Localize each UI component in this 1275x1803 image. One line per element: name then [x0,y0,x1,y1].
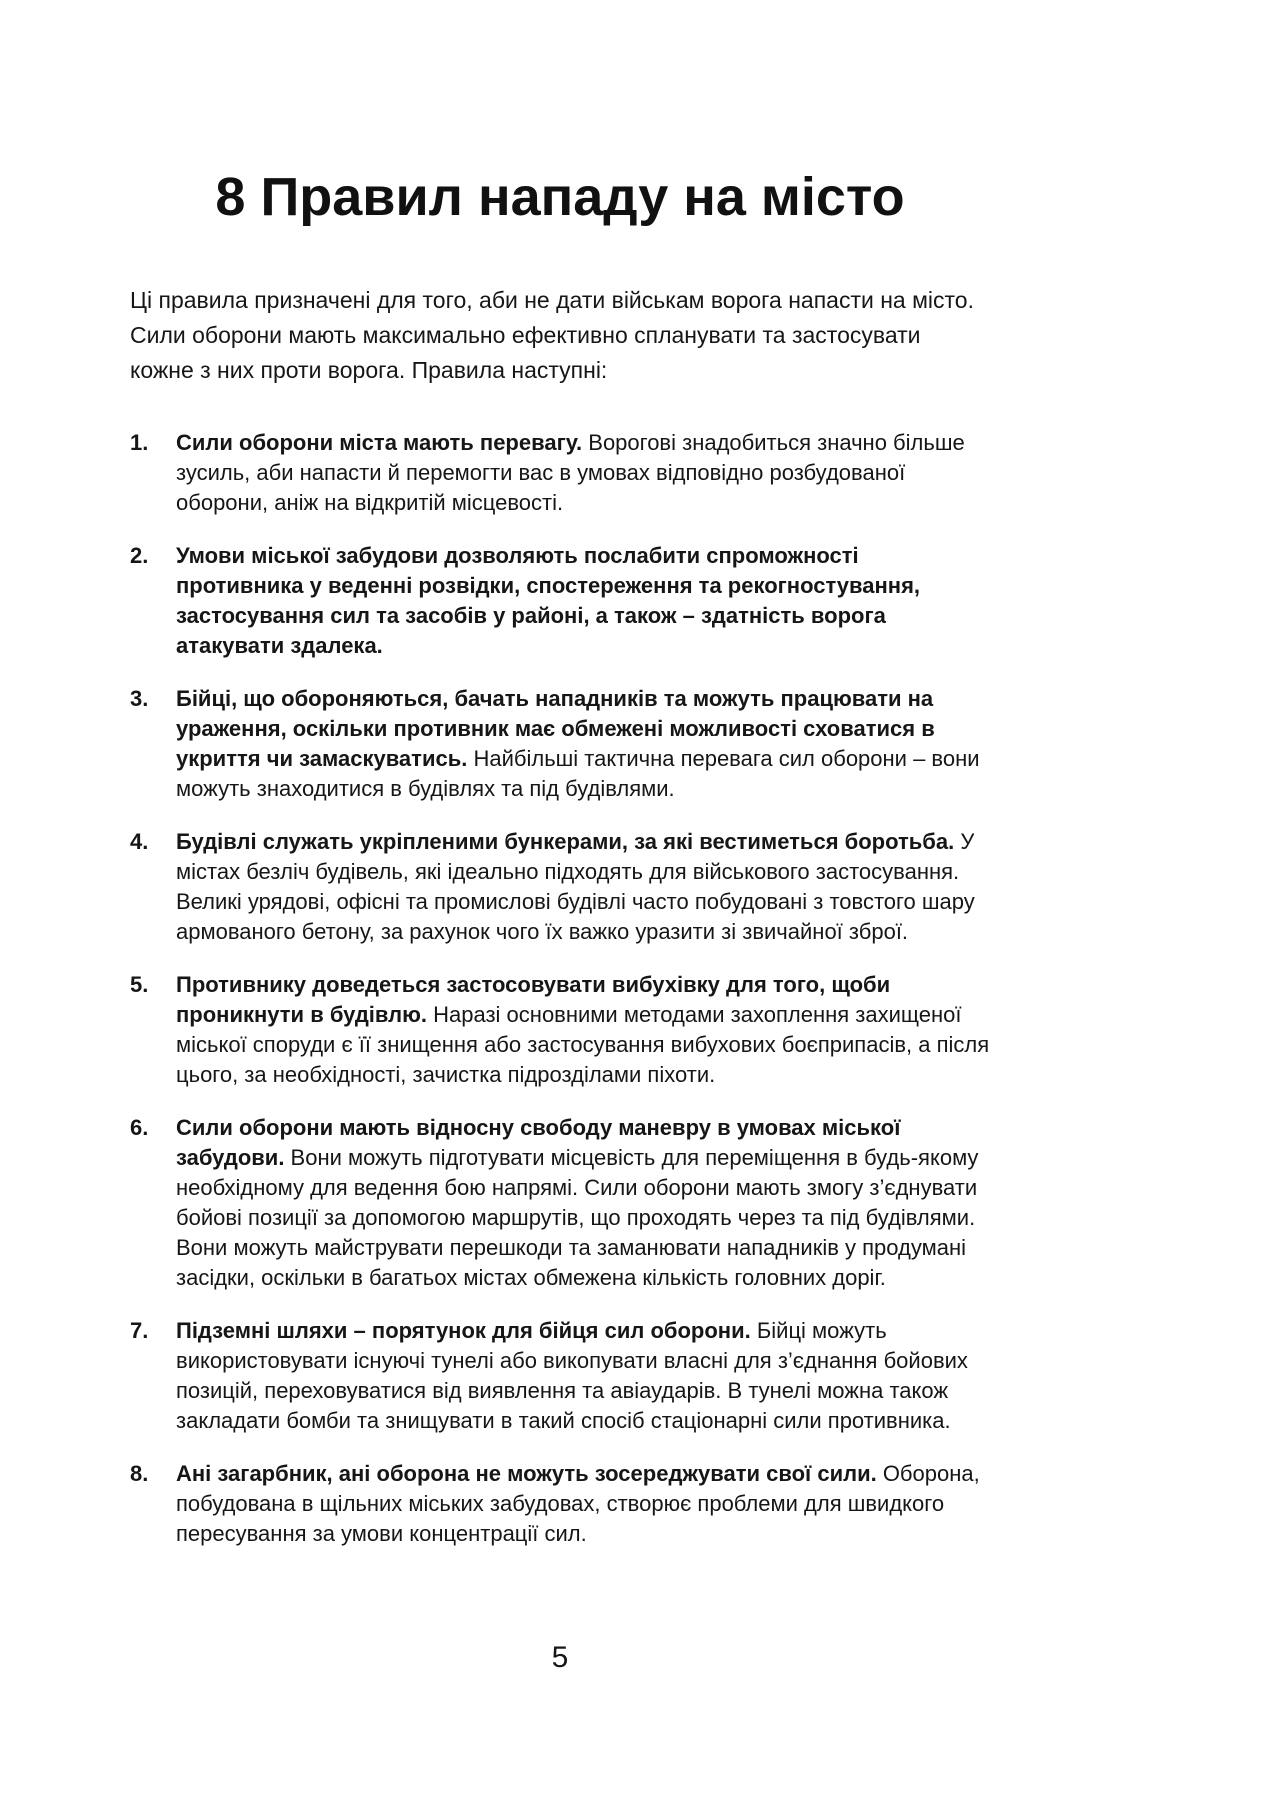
item-rest: Наразі основними методами захоплення захищеної міської споруди є її знищення або застосування вибухових боєприпасів, а після цього, за необхідності, зачистка підрозділами піхоти. [176,1002,990,1088]
item-number: 4. [130,829,149,855]
list-item [130,827,990,947]
item-number: 1. [130,430,149,456]
item-text [176,827,990,947]
item-text [176,1113,990,1293]
intro-paragraph: Ці правила призначені для того, аби не дати військам ворога напасти на місто. Сили оборони мають максимально ефективно спланувати та застосувати кожне з них проти ворога. Правила наступні: [130,287,974,384]
item-rest: У містах безліч будівель, які ідеально підходять для військового застосування. Великі урядові, офісні та промислові будівлі часто побудовані з товстого шару армованого бетону, за рахунок чого їх важко уразити зі звичайної зброї. [176,829,975,945]
item-number: 7. [130,1318,149,1344]
item-number: 5. [130,972,149,998]
list-item [130,1113,990,1293]
item-rest: Бійці можуть використовувати існуючі тунелі або викопувати власні для з’єднання бойових позицій, переховуватися від виявлення та авіаударів. В тунелі можна також закладати бомби та знищувати в такий спосіб стаціонарні сили противника. [176,1318,968,1434]
item-number: 8. [130,1461,149,1487]
list-item [130,1316,990,1436]
item-lead: Противнику доведеться застосовувати вибухівку для того, щоби проникнути в будівлю. [176,972,891,1028]
item-lead: Будівлі служать укріпленими бункерами, за які вестиметься боротьба. [176,829,955,855]
item-lead: Бійці, що обороняються, бачать нападників та можуть працювати на ураження, оскільки противник має обмежені можливості сховатися в укриття чи замаскуватись. [176,686,935,772]
item-lead: Ані загарбник, ані оборона не можуть зосереджувати свої сили. [176,1461,877,1487]
page-title: 8 Правил нападу на місто [215,167,905,227]
list-item [130,1459,990,1549]
item-rest: Найбільші тактична перевага сил оборони – вони можуть знаходитися в будівлях та під будівлями. [176,746,980,802]
list-item [130,428,990,518]
item-lead: Сили оборони міста мають перевагу. [176,430,583,456]
item-text [176,1459,990,1549]
page-number: 5 [551,1641,569,1674]
item-lead: Умови міської забудови дозволяють послабити спроможності противника у веденні розвідки, спостереження та рекогностування, застосування сил та засобів у районі, а також – здатність ворога атакувати здалека. [176,543,921,659]
item-text [176,1316,990,1436]
item-number: 3. [130,686,149,712]
item-text [176,970,990,1090]
item-lead: Сили оборони мають відносну свободу маневру в умовах міської забудови. [176,1115,901,1171]
item-text [176,428,990,518]
list-item [130,970,990,1090]
item-number: 6. [130,1115,149,1141]
list-item [130,684,990,804]
item-rest: Вони можуть підготувати місцевість для переміщення в будь-якому необхідному для ведення бою напрямі. Сили оборони мають змогу з’єднувати бойові позиції за допомогою маршрутів, що проходять через та під будівлями. Вони можуть майструвати перешкоди та заманювати нападників у продумані засідки, оскільки в багатьох містах обмежена кількість головних доріг. [176,1145,979,1291]
item-lead: Підземні шляхи – порятунок для бійця сил оборони. [176,1318,751,1344]
list-item [130,541,990,661]
item-text [176,541,990,661]
rules-list [130,428,990,1549]
item-text [176,684,990,804]
item-number: 2. [130,543,149,569]
item-rest: Ворогові знадобиться значно більше зусиль, аби напасти й перемогти вас в умовах відповідно розбудованої оборони, аніж на відкритій місцевості. [176,430,965,516]
item-rest: Оборона, побудована в щільних міських забудовах, створює проблеми для швидкого пересування за умови концентрації сил. [176,1461,980,1547]
